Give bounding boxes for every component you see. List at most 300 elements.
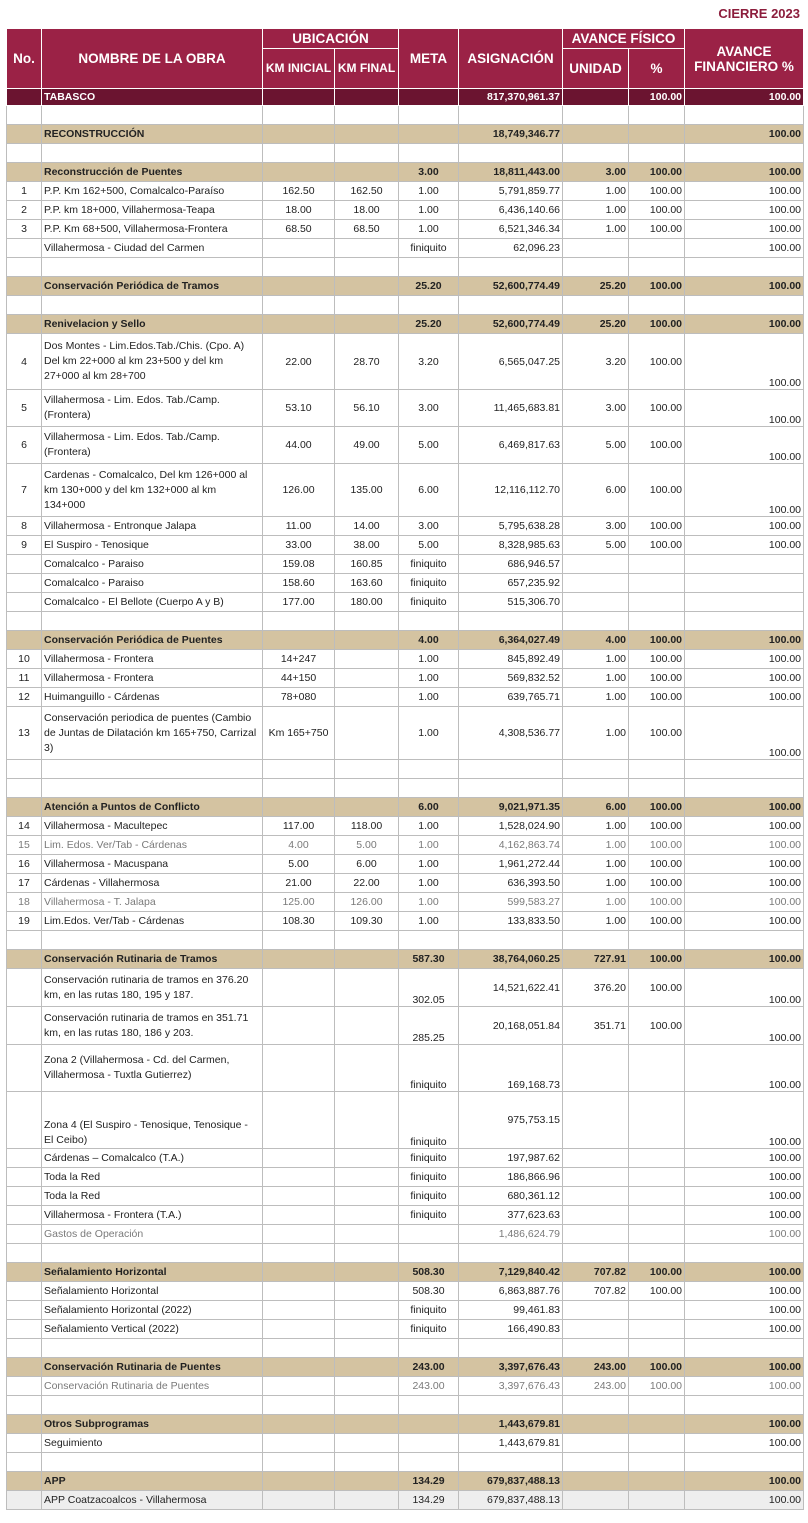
cell-no (7, 1225, 42, 1244)
cell-pct: 100.00 (629, 688, 685, 707)
cell-pct (629, 574, 685, 593)
cell-no: 14 (7, 817, 42, 836)
cell-meta: 3.00 (399, 390, 459, 427)
cell-pct (629, 1472, 685, 1491)
cell-asignacion: 6,436,140.66 (459, 201, 563, 220)
cell-pct: 100.00 (629, 277, 685, 296)
cell-km-final (335, 760, 399, 779)
cell-asignacion: 1,486,624.79 (459, 1225, 563, 1244)
cell-pct (629, 1339, 685, 1358)
table-row (7, 517, 804, 536)
cell-unidad (563, 555, 629, 574)
cell-km-inicial (263, 89, 335, 106)
cell-meta: 134.29 (399, 1491, 459, 1510)
cell-unidad (563, 125, 629, 144)
cell-km-inicial: Km 165+750 (263, 707, 335, 760)
cell-nombre: P.P. Km 162+500, Comalcalco-Paraíso (42, 182, 263, 201)
cell-nombre: Zona 4 (El Suspiro - Tenosique, Tenosique - El Ceibo) (42, 1092, 263, 1149)
cell-avance-financiero: 100.00 (685, 1263, 804, 1282)
cell-km-final (335, 1149, 399, 1168)
cell-no (7, 612, 42, 631)
cell-km-inicial: 5.00 (263, 855, 335, 874)
cell-avance-financiero: 100.00 (685, 1358, 804, 1377)
cell-km-inicial: 44+150 (263, 669, 335, 688)
cell-avance-financiero: 100.00 (685, 1092, 804, 1149)
table-row (7, 912, 804, 931)
cell-avance-financiero: 100.00 (685, 1472, 804, 1491)
col-header-nombre: NOMBRE DE LA OBRA (42, 29, 263, 89)
cell-unidad: 1.00 (563, 707, 629, 760)
cell-km-final (335, 1206, 399, 1225)
cell-km-final: 126.00 (335, 893, 399, 912)
table-row (7, 427, 804, 464)
cell-km-inicial (263, 163, 335, 182)
cell-nombre: Villahermosa - Ciudad del Carmen (42, 239, 263, 258)
table-row (7, 650, 804, 669)
table-row (7, 555, 804, 574)
table-row (7, 1206, 804, 1225)
cell-km-final: 68.50 (335, 220, 399, 239)
spacer-row (7, 612, 804, 631)
cell-no (7, 631, 42, 650)
cell-unidad: 351.71 (563, 1007, 629, 1045)
cell-nombre: Dos Montes - Lim.Edos.Tab./Chis. (Cpo. A) Del km 22+000 al km 23+500 y del km 27+000 al km 28+700 (42, 334, 263, 390)
cell-unidad (563, 144, 629, 163)
cell-meta: 1.00 (399, 855, 459, 874)
cell-avance-financiero: 100.00 (685, 874, 804, 893)
cell-pct: 100.00 (629, 893, 685, 912)
cell-km-inicial (263, 1301, 335, 1320)
cell-asignacion: 11,465,683.81 (459, 390, 563, 427)
cell-km-final (335, 779, 399, 798)
cell-asignacion: 197,987.62 (459, 1149, 563, 1168)
cell-km-final (335, 315, 399, 334)
cell-avance-financiero: 100.00 (685, 163, 804, 182)
cell-unidad: 5.00 (563, 427, 629, 464)
cell-km-inicial (263, 631, 335, 650)
table-body (7, 89, 804, 1510)
cell-nombre (42, 760, 263, 779)
cell-asignacion: 3,397,676.43 (459, 1358, 563, 1377)
cell-no (7, 1339, 42, 1358)
cell-nombre: Villahermosa - Macuspana (42, 855, 263, 874)
table-row (7, 836, 804, 855)
cell-meta (399, 258, 459, 277)
cell-nombre: Cardenas - Comalcalco, Del km 126+000 al km 130+000 y del km 132+000 al km 134+000 (42, 464, 263, 517)
cell-km-final: 14.00 (335, 517, 399, 536)
cell-nombre: Lim. Edos. Ver/Tab - Cárdenas (42, 836, 263, 855)
cell-km-final: 38.00 (335, 536, 399, 555)
cell-km-final (335, 707, 399, 760)
cell-pct (629, 1396, 685, 1415)
cell-asignacion: 186,866.96 (459, 1168, 563, 1187)
cell-km-inicial (263, 1206, 335, 1225)
cell-nombre: Toda la Red (42, 1187, 263, 1206)
cell-unidad: 707.82 (563, 1282, 629, 1301)
cell-avance-financiero (685, 760, 804, 779)
cell-avance-financiero: 100.00 (685, 1225, 804, 1244)
cell-km-final: 118.00 (335, 817, 399, 836)
cell-asignacion: 52,600,774.49 (459, 277, 563, 296)
cell-nombre: Cárdenas – Comalcalco (T.A.) (42, 1149, 263, 1168)
cell-pct: 100.00 (629, 798, 685, 817)
col-header-km-final: KM FINAL (335, 49, 399, 89)
cell-asignacion (459, 144, 563, 163)
cell-avance-financiero: 100.00 (685, 1149, 804, 1168)
cell-km-final (335, 1434, 399, 1453)
cell-km-final (335, 950, 399, 969)
section-row (7, 125, 804, 144)
cell-km-final (335, 1263, 399, 1282)
cell-unidad (563, 760, 629, 779)
cell-nombre: APP Coatzacoalcos - Villahermosa (42, 1491, 263, 1510)
cell-avance-financiero (685, 1339, 804, 1358)
cell-pct: 100.00 (629, 855, 685, 874)
cell-meta (399, 760, 459, 779)
cell-pct: 100.00 (629, 1263, 685, 1282)
cell-asignacion: 845,892.49 (459, 650, 563, 669)
cell-no (7, 931, 42, 950)
section-row (7, 1472, 804, 1491)
cell-nombre: Comalcalco - Paraiso (42, 555, 263, 574)
spacer-row (7, 1396, 804, 1415)
cell-km-inicial (263, 1187, 335, 1206)
cell-meta (399, 779, 459, 798)
cell-meta: finiquito (399, 1149, 459, 1168)
cell-nombre: P.P. km 18+000, Villahermosa-Teapa (42, 201, 263, 220)
cell-no: 4 (7, 334, 42, 390)
cell-unidad: 3.00 (563, 517, 629, 536)
cell-asignacion: 377,623.63 (459, 1206, 563, 1225)
cell-km-final (335, 1453, 399, 1472)
cell-km-inicial (263, 1092, 335, 1149)
cell-km-inicial (263, 931, 335, 950)
cell-nombre (42, 1396, 263, 1415)
cell-nombre (42, 258, 263, 277)
cell-km-final (335, 1225, 399, 1244)
cell-asignacion: 1,528,024.90 (459, 817, 563, 836)
cell-no: 7 (7, 464, 42, 517)
cell-no: 2 (7, 201, 42, 220)
cell-km-inicial (263, 239, 335, 258)
cell-km-inicial: 159.08 (263, 555, 335, 574)
cell-km-inicial: 33.00 (263, 536, 335, 555)
cell-no (7, 574, 42, 593)
cell-meta: 508.30 (399, 1282, 459, 1301)
cell-avance-financiero: 100.00 (685, 631, 804, 650)
cell-meta (399, 1225, 459, 1244)
cell-km-inicial (263, 1045, 335, 1092)
cell-nombre: Conservación Periódica de Puentes (42, 631, 263, 650)
col-header-no: No. (7, 29, 42, 89)
report-period-label: CIERRE 2023 (718, 6, 800, 21)
cell-unidad: 376.20 (563, 969, 629, 1007)
cell-unidad (563, 239, 629, 258)
cell-unidad: 1.00 (563, 650, 629, 669)
cell-km-inicial: 21.00 (263, 874, 335, 893)
cell-km-inicial: 18.00 (263, 201, 335, 220)
cell-asignacion: 1,961,272.44 (459, 855, 563, 874)
cell-km-final: 56.10 (335, 390, 399, 427)
cell-unidad (563, 1453, 629, 1472)
cell-unidad (563, 258, 629, 277)
cell-km-final (335, 277, 399, 296)
cell-pct: 100.00 (629, 163, 685, 182)
cell-no: 18 (7, 893, 42, 912)
cell-unidad (563, 931, 629, 950)
table-row (7, 1377, 804, 1396)
cell-meta (399, 296, 459, 315)
cell-meta: 587.30 (399, 950, 459, 969)
cell-no: 17 (7, 874, 42, 893)
cell-pct: 100.00 (629, 1282, 685, 1301)
cell-km-final (335, 1244, 399, 1263)
table-row (7, 1320, 804, 1339)
cell-unidad: 707.82 (563, 1263, 629, 1282)
cell-meta (399, 144, 459, 163)
cell-nombre: Huimanguillo - Cárdenas (42, 688, 263, 707)
cell-avance-financiero (685, 1244, 804, 1263)
cell-meta: 1.00 (399, 707, 459, 760)
table-row (7, 574, 804, 593)
cell-avance-financiero: 100.00 (685, 220, 804, 239)
cell-km-final: 162.50 (335, 182, 399, 201)
cell-km-final: 6.00 (335, 855, 399, 874)
col-header-avance-fisico: AVANCE FÍSICO (563, 29, 685, 49)
cell-unidad (563, 89, 629, 106)
cell-km-final (335, 631, 399, 650)
cell-pct (629, 144, 685, 163)
cell-asignacion (459, 106, 563, 125)
cell-meta: finiquito (399, 555, 459, 574)
cell-km-inicial (263, 106, 335, 125)
cell-nombre: Señalamiento Horizontal (2022) (42, 1301, 263, 1320)
cell-meta: 3.00 (399, 517, 459, 536)
cell-pct (629, 239, 685, 258)
cell-no (7, 1007, 42, 1045)
cell-avance-financiero: 100.00 (685, 855, 804, 874)
cell-no (7, 89, 42, 106)
cell-pct: 100.00 (629, 182, 685, 201)
cell-pct: 100.00 (629, 631, 685, 650)
cell-avance-financiero: 100.00 (685, 464, 804, 517)
cell-nombre: Villahermosa - Lim. Edos. Tab./Camp. (Frontera) (42, 427, 263, 464)
cell-nombre: Villahermosa - Frontera (42, 650, 263, 669)
cell-pct (629, 125, 685, 144)
cell-meta (399, 1453, 459, 1472)
cell-avance-financiero: 100.00 (685, 836, 804, 855)
cell-unidad: 5.00 (563, 536, 629, 555)
cell-meta (399, 1339, 459, 1358)
cell-km-final (335, 969, 399, 1007)
cell-km-inicial (263, 1007, 335, 1045)
cell-pct: 100.00 (629, 89, 685, 106)
cell-unidad (563, 1339, 629, 1358)
cell-km-inicial: 11.00 (263, 517, 335, 536)
cell-pct (629, 593, 685, 612)
cell-km-inicial (263, 144, 335, 163)
cell-asignacion (459, 296, 563, 315)
cell-avance-financiero: 100.00 (685, 334, 804, 390)
cell-pct (629, 760, 685, 779)
section-row (7, 1358, 804, 1377)
cell-unidad (563, 612, 629, 631)
cell-asignacion: 20,168,051.84 (459, 1007, 563, 1045)
cell-no (7, 258, 42, 277)
cell-asignacion: 1,443,679.81 (459, 1415, 563, 1434)
table-row (7, 536, 804, 555)
cell-unidad (563, 1434, 629, 1453)
cell-km-inicial: 126.00 (263, 464, 335, 517)
cell-avance-financiero: 100.00 (685, 1415, 804, 1434)
cell-no (7, 1187, 42, 1206)
cell-avance-financiero: 100.00 (685, 390, 804, 427)
cell-asignacion: 9,021,971.35 (459, 798, 563, 817)
cell-nombre: Conservación periodica de puentes (Cambio de Juntas de Dilatación km 165+750, Carrizal 3) (42, 707, 263, 760)
cell-km-inicial (263, 125, 335, 144)
col-header-km-inicial: KM INICIAL (263, 49, 335, 89)
cell-avance-financiero: 100.00 (685, 1434, 804, 1453)
cell-meta (399, 931, 459, 950)
cell-no (7, 779, 42, 798)
cell-km-inicial (263, 258, 335, 277)
cell-pct: 100.00 (629, 650, 685, 669)
cell-pct (629, 612, 685, 631)
section-row (7, 798, 804, 817)
cell-km-inicial (263, 1434, 335, 1453)
cell-asignacion: 4,308,536.77 (459, 707, 563, 760)
cell-pct: 100.00 (629, 201, 685, 220)
cell-meta (399, 106, 459, 125)
section-row (7, 277, 804, 296)
cell-no (7, 593, 42, 612)
cell-meta: finiquito (399, 1168, 459, 1187)
cell-avance-financiero (685, 593, 804, 612)
cell-asignacion: 62,096.23 (459, 239, 563, 258)
cell-pct: 100.00 (629, 220, 685, 239)
spacer-row (7, 258, 804, 277)
cell-asignacion: 133,833.50 (459, 912, 563, 931)
cell-km-inicial: 22.00 (263, 334, 335, 390)
cell-km-final (335, 650, 399, 669)
cell-pct: 100.00 (629, 390, 685, 427)
cell-asignacion: 6,521,346.34 (459, 220, 563, 239)
spacer-row (7, 760, 804, 779)
cell-km-final (335, 1301, 399, 1320)
cell-avance-financiero: 100.00 (685, 239, 804, 258)
cell-asignacion: 8,328,985.63 (459, 536, 563, 555)
cell-asignacion (459, 931, 563, 950)
cell-no (7, 1453, 42, 1472)
cell-km-inicial (263, 1491, 335, 1510)
cell-avance-financiero: 100.00 (685, 1491, 804, 1510)
cell-nombre: Atención a Puntos de Conflicto (42, 798, 263, 817)
cell-no (7, 1358, 42, 1377)
cell-avance-financiero: 100.00 (685, 669, 804, 688)
cell-meta (399, 89, 459, 106)
cell-no (7, 1434, 42, 1453)
table-row (7, 390, 804, 427)
cell-asignacion: 636,393.50 (459, 874, 563, 893)
cell-nombre (42, 1244, 263, 1263)
cell-avance-financiero: 100.00 (685, 89, 804, 106)
cell-km-final (335, 1045, 399, 1092)
cell-no (7, 1263, 42, 1282)
cell-pct: 100.00 (629, 817, 685, 836)
cell-km-inicial (263, 1263, 335, 1282)
cell-km-final (335, 798, 399, 817)
cell-avance-financiero (685, 144, 804, 163)
cell-unidad (563, 1244, 629, 1263)
cell-no (7, 798, 42, 817)
cell-meta: 1.00 (399, 182, 459, 201)
cell-avance-financiero (685, 258, 804, 277)
cell-asignacion (459, 258, 563, 277)
cell-km-inicial: 162.50 (263, 182, 335, 201)
table-header (7, 29, 804, 89)
cell-nombre: Villahermosa - Lim. Edos. Tab./Camp. (Frontera) (42, 390, 263, 427)
cell-meta: 1.00 (399, 669, 459, 688)
cell-avance-financiero: 100.00 (685, 182, 804, 201)
cell-km-final (335, 1358, 399, 1377)
cell-avance-financiero: 100.00 (685, 536, 804, 555)
cell-km-final: 160.85 (335, 555, 399, 574)
cell-no (7, 1282, 42, 1301)
cell-km-inicial (263, 296, 335, 315)
cell-nombre: APP (42, 1472, 263, 1491)
cell-no (7, 1491, 42, 1510)
cell-km-final (335, 931, 399, 950)
cell-avance-financiero: 100.00 (685, 277, 804, 296)
cell-nombre (42, 612, 263, 631)
cell-pct (629, 1491, 685, 1510)
spacer-row (7, 144, 804, 163)
cell-no (7, 1045, 42, 1092)
cell-asignacion: 657,235.92 (459, 574, 563, 593)
cell-no (7, 1396, 42, 1415)
cell-km-inicial (263, 315, 335, 334)
cell-meta: 1.00 (399, 912, 459, 931)
cell-asignacion: 680,361.12 (459, 1187, 563, 1206)
cell-unidad (563, 1045, 629, 1092)
cell-asignacion: 679,837,488.13 (459, 1491, 563, 1510)
cell-asignacion: 6,469,817.63 (459, 427, 563, 464)
cell-no: 16 (7, 855, 42, 874)
cell-no (7, 106, 42, 125)
cell-avance-financiero (685, 1396, 804, 1415)
cell-pct: 100.00 (629, 707, 685, 760)
cell-meta: 1.00 (399, 817, 459, 836)
cell-no (7, 555, 42, 574)
cell-unidad: 1.00 (563, 874, 629, 893)
cell-km-final (335, 296, 399, 315)
cell-unidad (563, 593, 629, 612)
cell-avance-financiero: 100.00 (685, 1187, 804, 1206)
cell-km-inicial (263, 1320, 335, 1339)
cell-pct (629, 1149, 685, 1168)
cell-asignacion: 18,749,346.77 (459, 125, 563, 144)
cell-asignacion: 5,795,638.28 (459, 517, 563, 536)
cell-nombre (42, 1339, 263, 1358)
cell-unidad: 1.00 (563, 855, 629, 874)
cell-km-inicial: 68.50 (263, 220, 335, 239)
cell-km-inicial (263, 1339, 335, 1358)
cell-asignacion: 639,765.71 (459, 688, 563, 707)
cell-asignacion: 6,565,047.25 (459, 334, 563, 390)
cell-km-final (335, 688, 399, 707)
cell-asignacion: 166,490.83 (459, 1320, 563, 1339)
cell-unidad: 1.00 (563, 836, 629, 855)
